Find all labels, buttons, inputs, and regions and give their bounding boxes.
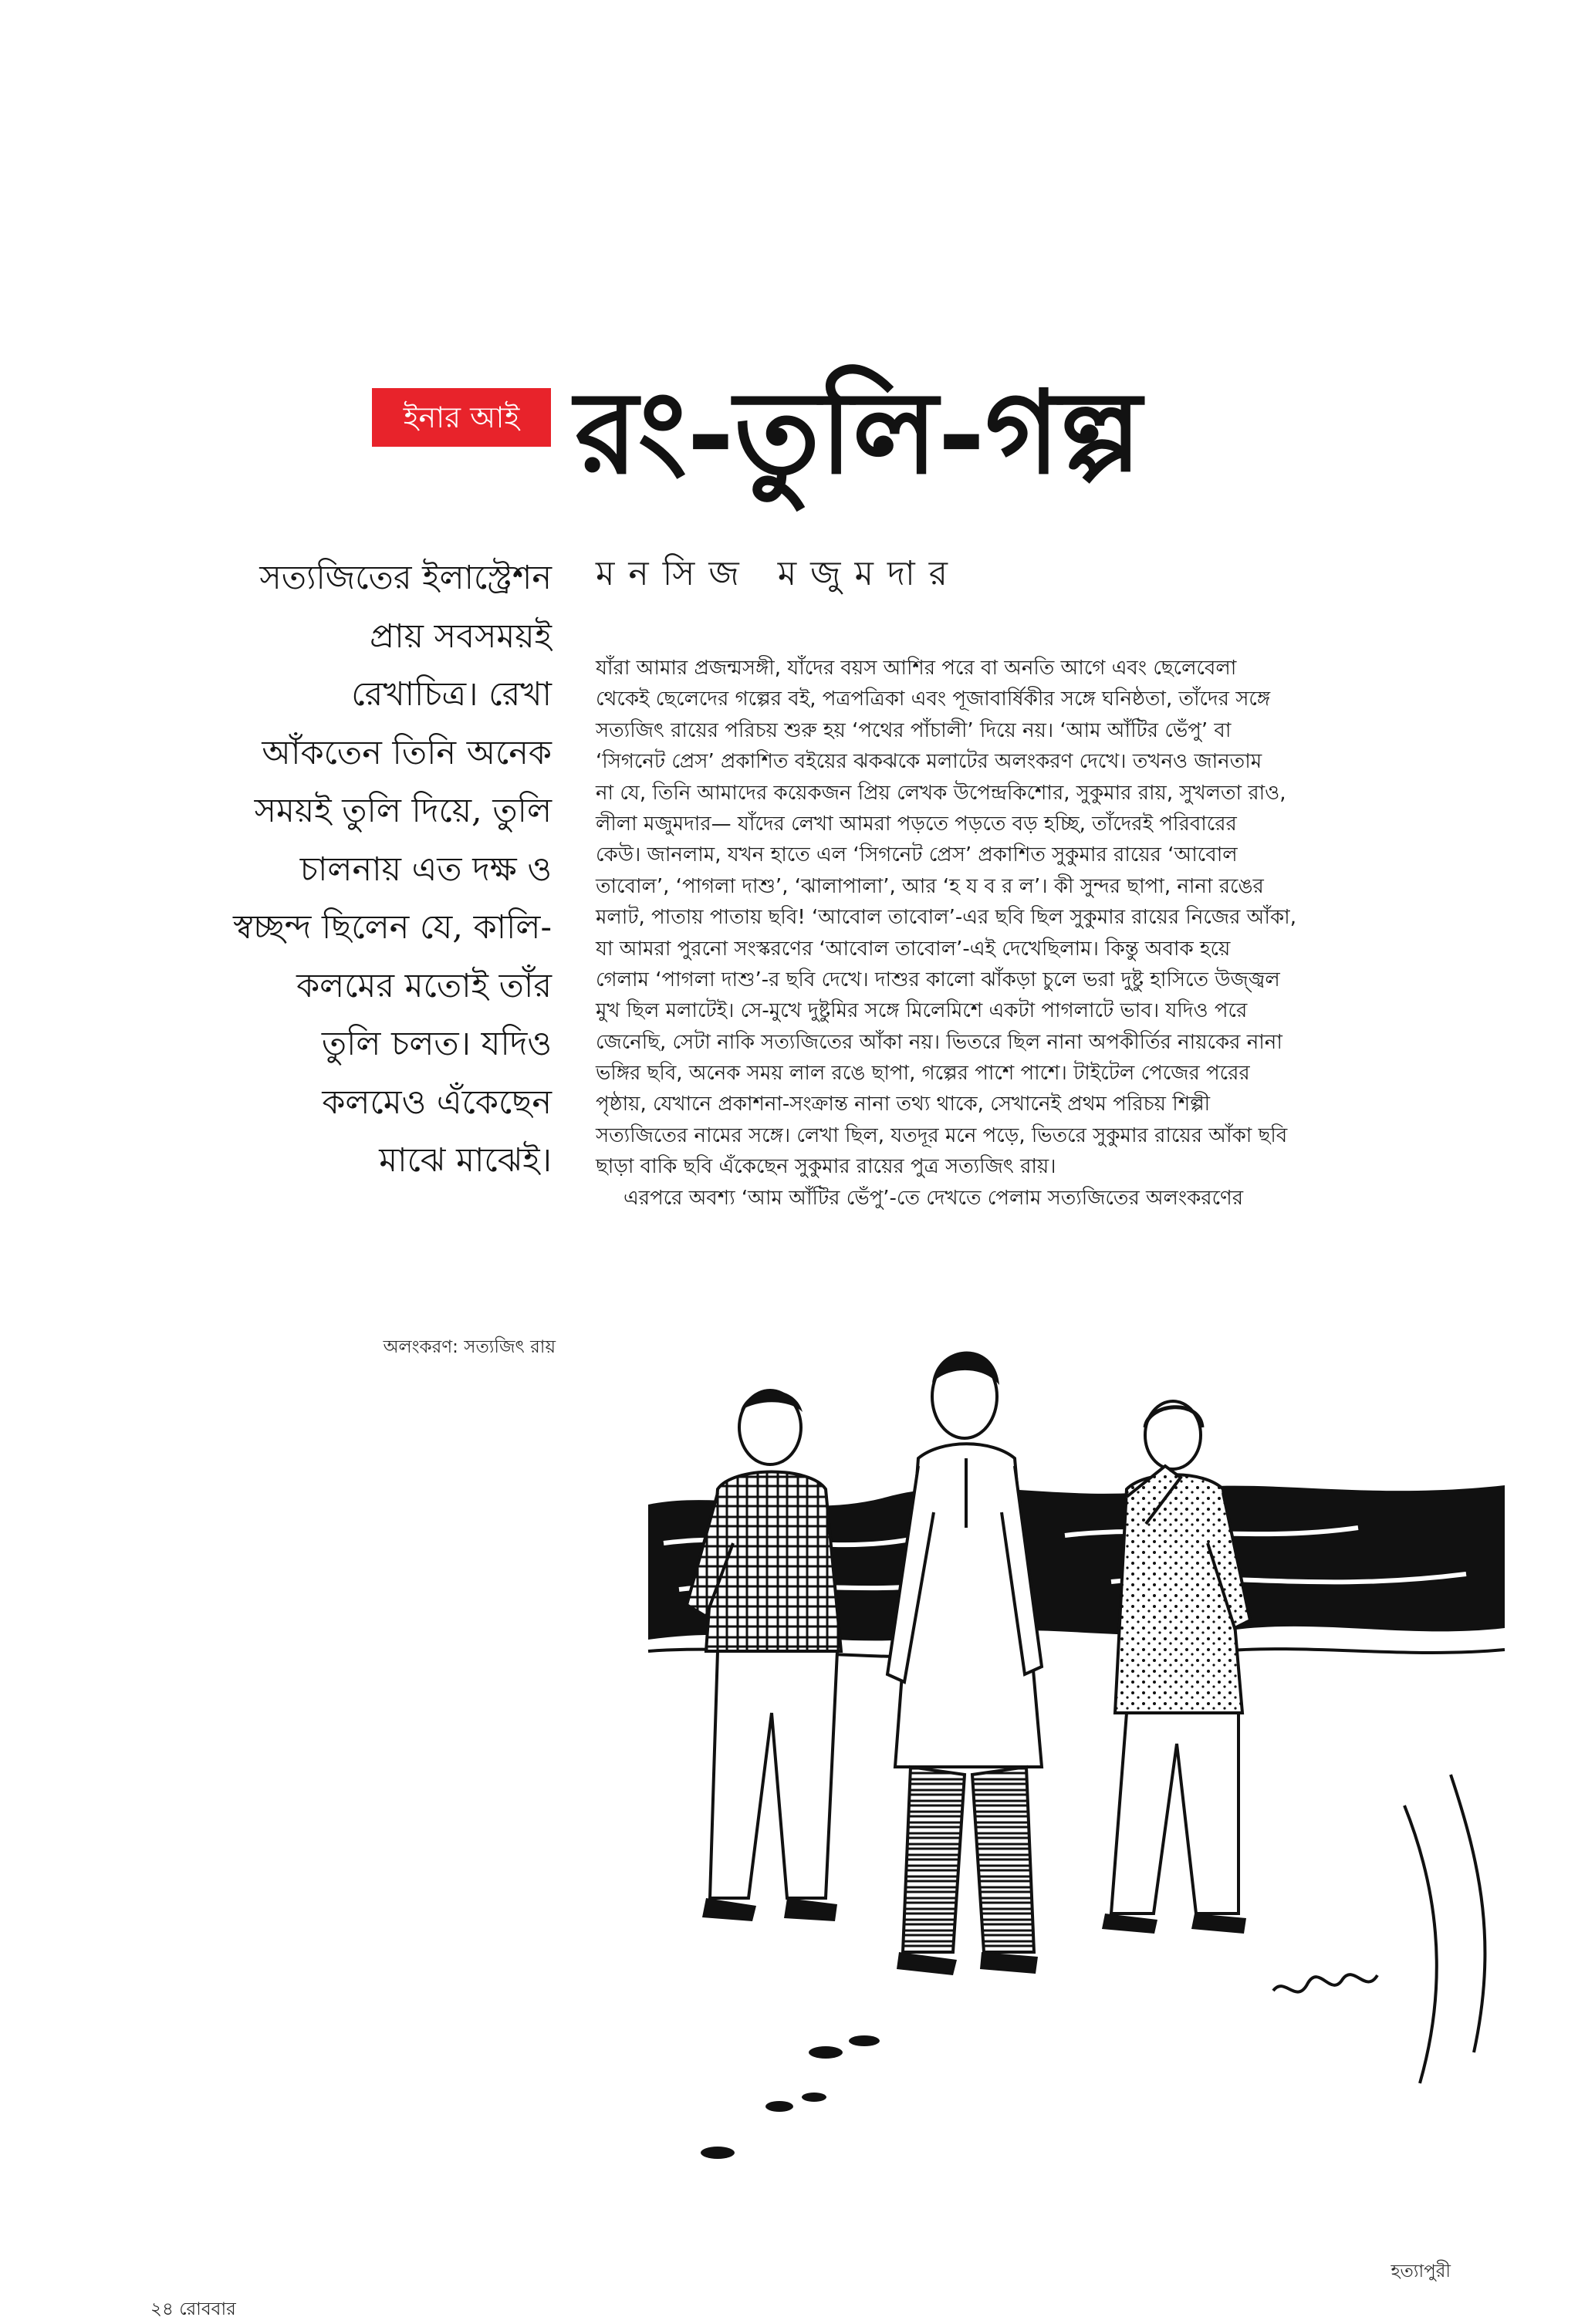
illustration-caption: হত্যাপুরী [1391,2262,1451,2282]
pull-quote-line: সত্যজিতের ইলাস্ট্রেশন [259,559,552,597]
pull-quote-line: কলমেও এঁকেছেন [322,1083,552,1122]
body-line: সত্যজিতের নামের সঙ্গে। লেখা ছিল, যতদূর মনে পড়ে, ভিতরে সুকুমার রায়ের আঁকা ছবি [596,1123,1288,1147]
body-line: গেলাম ‘পাগলা দাশু’-র ছবি দেখে। দাশুর কালো ঝাঁকড়া চুলে ভরা দুষ্টু হাসিতে উজ্জ্বল [596,968,1280,991]
body-line: পৃষ্ঠায়, যেখানে প্রকাশনা-সংক্রান্ত নানা তথ্য থাকে, সেখানেই প্রথম পরিচয় শিল্পী [596,1093,1211,1116]
illustration-credit: অলংকরণ: সত্যজিৎ রায় [383,1337,556,1357]
body-line: সত্যজিৎ রায়ের পরিচয় শুরু হয় ‘পথের পাঁচালী’ দিয়ে নয়। ‘আম আঁটির ভেঁপু’ বা [596,718,1232,742]
body-line: কেউ। জানলাম, যখন হাতে এল ‘সিগনেট প্রেস’ প্রকাশিত সুকুমার রায়ের ‘আবোল [596,843,1238,867]
body-line: ‘সিগনেট প্রেস’ প্রকাশিত বইয়ের ঝকঝকে মলাটের অলংকরণ দেখে। তখনও জানতাম [596,750,1262,774]
body-line: থেকেই ছেলেদের গল্পের বই, পত্রপত্রিকা এবং পূজাবার্ষিকীর সঙ্গে ঘনিষ্ঠতা, তাঁদের সঙ্গে [596,687,1271,711]
body-line: তাবোল’, ‘পাগলা দাশু’, ‘ঝালাপালা’, আর ‘হ য ব র ল’। কী সুন্দর ছাপা, নানা রঙের [596,874,1264,898]
pull-quote-line: স্বচ্ছন্দ ছিলেন যে, কালি- [232,908,552,947]
pull-quote [116,549,552,1182]
figure-left-man [687,1390,841,1921]
article-body [596,653,1445,1270]
pull-quote-line: তুলি চলত। যদিও [321,1025,552,1063]
body-line: জেনেছি, সেটা নাকি সত্যজিতের আঁকা নয়। ভিতরে ছিল নানা অপকীর্তির নায়কের নানা [596,1030,1282,1054]
page-folio: ২৪ রোববার [150,2299,236,2319]
illustration-three-men-on-beach [633,1312,1528,2176]
footprints [701,2035,880,2159]
body-line: মুখ ছিল মলাটেই। সে-মুখে দুষ্টুমির সঙ্গে মিলেমিশে একটা পাগলাটে ভাব। যদিও পরে [596,999,1248,1023]
body-line: এরপরে অবশ্য ‘আম আঁটির ভেঁপু’-তে দেখতে পেলাম সত্যজিতের অলংকরণের [623,1186,1244,1210]
article-title: রং-তুলি-গল্প [575,365,1142,499]
figure-right-man [1102,1401,1250,1934]
body-line: মলাট, পাতায় পাতায় ছবি! ‘আবোল তাবোল’-এর ছবি ছিল সুকুমার রায়ের নিজের আঁকা, [596,906,1296,930]
pull-quote-line: চালনায় এত দক্ষ ও [299,850,552,889]
pull-quote-line: সময়ই তুলি দিয়ে, তুলি [254,792,552,830]
artist-signature [1273,1974,1377,1991]
body-line: না যে, তিনি আমাদের কয়েকজন প্রিয় লেখক উপেন্দ্রকিশোর, সুকুমার রায়, সুখলতা রাও, [596,781,1286,805]
pull-quote-line: আঁকতেন তিনি অনেক [262,733,552,772]
body-line: লীলা মজুমদার— যাঁদের লেখা আমরা পড়তে পড়তে বড় হচ্ছি, তাঁদেরই পরিবারের [596,812,1237,836]
body-line: ভঙ্গির ছবি, অনেক সময় লাল রঙে ছাপা, গল্পের পাশে পাশে। টাইটেল পেজের পরের [596,1062,1250,1086]
figure-middle-man [887,1351,1042,1975]
pull-quote-line: কলমের মতোই তাঁর [296,966,552,1005]
pull-quote-line: রেখাচিত্র। রেখা [351,675,552,714]
pull-quote-line: মাঝে মাঝেই। [379,1141,552,1180]
section-tag: ইনার আই [372,388,551,447]
body-line: যাঁরা আমার প্রজন্মসঙ্গী, যাঁদের বয়স আশির পরে বা অনতি আগে এবং ছেলেবেলা [596,657,1237,680]
pull-quote-line: প্রায় সবসময়ই [370,616,552,656]
body-line: ছাড়া বাকি ছবি এঁকেছেন সুকুমার রায়ের পুত্র সত্যজিৎ রায়। [596,1155,1056,1179]
body-line: যা আমরা পুরনো সংস্করণের ‘আবোল তাবোল’-এই দেখেছিলাম। কিন্তু অবাক হয়ে [596,937,1231,961]
author-name: মনসিজ মজুমদার [596,554,962,593]
